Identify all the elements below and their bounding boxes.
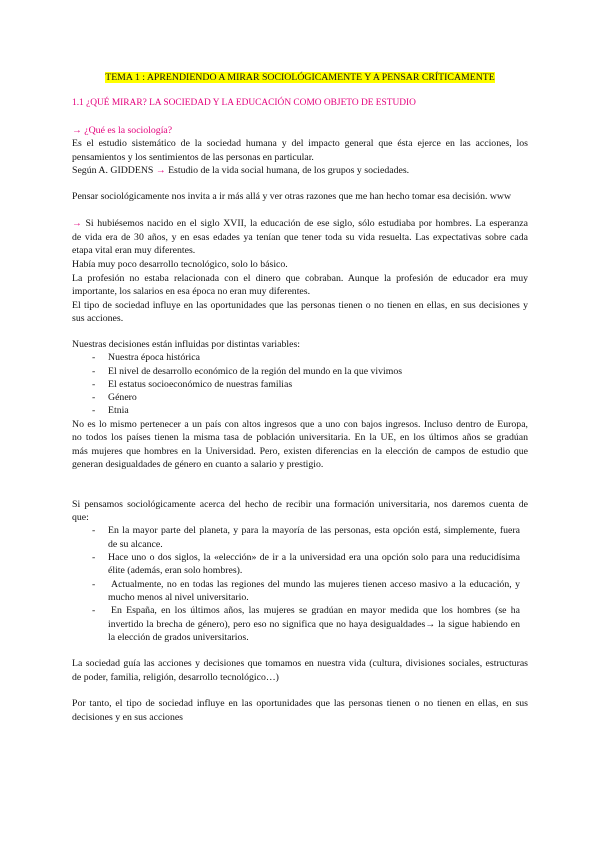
bullet-marker: - [92, 366, 96, 377]
list-item: invertido la brecha de género), pero eso no significa que no haya desigualdades→ la sigue habiendo en [108, 619, 520, 630]
giddens-definition [72, 164, 528, 177]
history-line: de vida era de 30 años, y en esas edades ya tenían que tener toda su vida resuelta. Las expectativas sobre cada [72, 232, 528, 243]
list-item: mucho menos al nivel universitario. [108, 592, 249, 603]
history-line-text: Si hubiésemos nacido en el siglo XVII, la educación de ese siglo, sólo estudiaba por hombres. La esperanza [85, 218, 529, 229]
bullet-marker: - [92, 579, 96, 590]
list-item: Actualmente, no en todas las regiones del mundo las mujeres tienen acceso masivo a la educación, y [111, 579, 520, 590]
comparison-line: No es lo mismo pertenecer a un país con altos ingresos que a uno con bajos ingresos. Incluso dentro de Europa, [72, 419, 528, 430]
society-influence-line: El tipo de sociedad influye en las oportunidades que las personas tienen o no tienen en ellas, en sus decisiones y [72, 300, 528, 311]
list-item: En la mayor parte del planeta, y para la mayoría de las personas, esta opción está, simplemente, fuera [108, 525, 520, 536]
bullet-marker: - [92, 405, 96, 416]
society-guides-line: de poder, familia, religión, desarrollo tecnológico…) [72, 672, 279, 683]
arrow-icon: → [155, 165, 166, 176]
society-influence-line: sus acciones. [72, 313, 124, 324]
thinking-paragraph: Pensar sociológicamente nos invita a ir más allá y ver otras razones que me han hecho tomar esa decisión. www [72, 191, 512, 202]
comparison-line: no todos los países tienen la misma tasa de población universitaria. En la UE, en los últimos años se gradúan [72, 432, 528, 443]
list-item: Hace uno o dos siglos, la «elección» de ir a la universidad era una opción solo para una reducidísima [108, 552, 520, 563]
definition-line: Es el estudio sistemático de la sociedad humana y del impacto general que ésta ejerce en las acciones, los [72, 138, 528, 149]
technology-line: Había muy poco desarrollo tecnológico, solo lo básico. [72, 259, 288, 270]
list-item: la elección de grados universitarios. [108, 632, 249, 643]
bullet-marker: - [92, 525, 96, 536]
list-item: En España, en los últimos años, las mujeres se gradúan en mayor medida que los hombres (se ha [111, 605, 520, 616]
list-item: Nuestra época histórica [108, 352, 200, 363]
bullet-marker: - [92, 352, 96, 363]
list-item: Género [108, 392, 137, 403]
bullet-marker: - [92, 552, 96, 563]
conclusion-line: Por tanto, el tipo de sociedad influye en las oportunidades que las personas tienen o no tienen en ellas, en sus [72, 698, 528, 709]
section-heading: 1.1 ¿QUÉ MIRAR? LA SOCIEDAD Y LA EDUCACIÓN COMO OBJETO DE ESTUDIO [72, 98, 416, 108]
variables-intro: Nuestras decisiones están influidas por distintas variables: [72, 339, 300, 350]
list-item: El estatus socioeconómico de nuestras familias [108, 379, 293, 390]
bullet-marker: - [92, 379, 96, 390]
giddens-prefix: Según A. GIDDENS [72, 165, 154, 176]
university-intro-line: que: [72, 512, 89, 523]
list-item: de su alcance. [108, 539, 163, 550]
question-heading: → ¿Qué es la sociología? [72, 125, 173, 136]
history-line [72, 217, 528, 230]
university-intro-line: Si pensamos sociológicamente acerca del hecho de recibir una formación universitaria, nos daremos cuenta de [72, 499, 528, 510]
list-item: Etnia [108, 405, 129, 416]
list-item: El nivel de desarrollo económico de la región del mundo en la que vivimos [108, 366, 403, 377]
comparison-line: generan desigualdades de género en cuanto a salario y prestigio. [72, 459, 324, 470]
list-item: élite (además, eran solo hombres). [108, 565, 243, 576]
comparison-line: más mujeres que hombres en la Universidad. Pero, existen diferencias en la elección de campos de estudio que [72, 446, 528, 457]
history-line: etapa vital eran muy diferentes. [72, 245, 196, 256]
profession-line: La profesión no estaba relacionada con el dinero que cobraban. Aunque la profesión de educador era muy [72, 273, 528, 284]
society-guides-line: La sociedad guía las acciones y decisiones que tomamos en nuestra vida (cultura, divisiones sociales, estructuras [72, 658, 528, 669]
profession-line: importante, los salarios en esa época no eran muy diferentes. [72, 286, 311, 297]
arrow-icon: → [72, 218, 82, 229]
giddens-text: Estudio de la vida social humana, de los grupos y sociedades. [168, 165, 410, 176]
page-title [0, 71, 600, 84]
conclusion-line: decisiones y en sus acciones [72, 712, 183, 723]
page-title-text: TEMA 1 : APRENDIENDO A MIRAR SOCIOLÓGICAMENTE Y A PENSAR CRÍTICAMENTE [105, 72, 495, 83]
bullet-marker: - [92, 605, 96, 616]
definition-line: pensamientos y los sentimientos de las personas en particular. [72, 152, 314, 163]
bullet-marker: - [92, 392, 96, 403]
